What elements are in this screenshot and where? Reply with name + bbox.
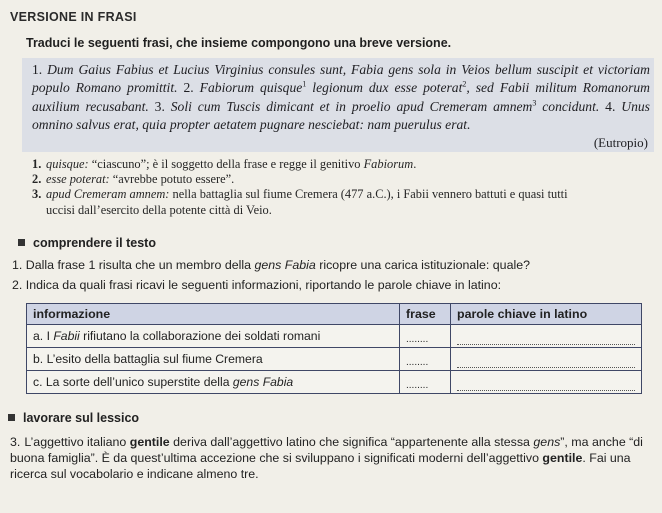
footnote-ref-2: 2 <box>462 79 467 89</box>
frase-answer-field[interactable]: ........ <box>400 325 451 348</box>
comprendere-heading: comprendere il testo <box>18 236 156 250</box>
table-row <box>27 325 642 348</box>
footnote-ref-1: 1 <box>302 79 307 89</box>
section-title: VERSIONE IN FRASI <box>10 10 137 24</box>
frase-answer-field[interactable]: ........ <box>400 348 451 371</box>
sentence-2a: Fabiorum quisque <box>199 80 303 96</box>
sentence-2c: , sed Fabii militum Romanorum auxilium recusabant. <box>32 80 650 114</box>
sentence-3-num: 3. <box>154 98 165 114</box>
footnote-2: 2. esse poterat: “avrebbe potuto essere”. <box>32 172 235 187</box>
info-cell: a. I Fabii rifiutano la collaborazione dei soldati romani <box>27 325 400 348</box>
square-bullet-icon <box>18 239 25 246</box>
question-2: 2. Indica da quali frasi ricavi le seguenti informazioni, riportando le parole chiave in latino: <box>12 278 502 292</box>
footnote-3: 3. apud Cremeram amnem: nella battaglia sul fiume Cremera (477 a.C.), i Fabii vennero battuti e quasi tutti uccisi dall’esercito della potente città di Veio. <box>32 187 568 217</box>
sentence-1: Dum Gaius Fabius et Lucius Virginius consules sunt, Fabia gens sola in Veios bellum suscipit et victoriam populo Romano promittit. <box>32 62 650 96</box>
keywords-answer-field[interactable] <box>451 348 642 371</box>
footnotes <box>32 157 652 218</box>
col-frase: frase <box>400 304 451 325</box>
lessico-heading: lavorare sul lessico <box>8 411 139 425</box>
answer-line <box>457 367 635 368</box>
sentence-3a: Soli cum Tuscis dimicant et in proelio apud Cremeram amnem <box>170 98 533 114</box>
square-bullet-icon <box>8 414 15 421</box>
sentence-2-num: 2. <box>183 80 194 96</box>
frase-answer-field[interactable]: ........ <box>400 371 451 394</box>
latin-text <box>32 61 650 135</box>
info-table <box>26 303 642 394</box>
table-header-row <box>27 304 642 325</box>
source-citation: (Eutropio) <box>593 135 648 150</box>
keywords-answer-field[interactable] <box>451 325 642 348</box>
sentence-1-num: 1. <box>32 62 43 77</box>
info-cell: b. L’esito della battaglia sul fiume Cremera <box>27 348 400 371</box>
answer-line <box>457 390 635 391</box>
sentence-4-num: 4. <box>605 98 616 114</box>
sentence-4: Unus omnino salvus erat, quia propter aetatem pugnare nesciebat: nam puerulus erat. <box>32 98 650 133</box>
info-cell: c. La sorte dell’unico superstite della gens Fabia <box>27 371 400 394</box>
keywords-answer-field[interactable] <box>451 371 642 394</box>
question-3: 3. L’aggettivo italiano gentile deriva dall’aggettivo latino che significa “appartenente alla stessa gens”, ma anche “di buona famiglia”. È da quest’ultima accezione che si sviluppano i significati moderni dell’aggettivo gentile. Fai una ricerca sul vocabolario e indicane almeno tre. <box>10 435 643 481</box>
sentence-3b: concidunt. <box>542 98 600 114</box>
answer-line <box>457 344 635 345</box>
question-1: 1. Dalla frase 1 risulta che un membro della gens Fabia ricopre una carica istituzionale: quale? <box>12 258 530 272</box>
footnote-1: 1. quisque: “ciascuno”; è il soggetto della frase e regge il genitivo Fabiorum. <box>32 157 417 171</box>
col-parole-chiave: parole chiave in latino <box>451 304 642 325</box>
footnote-ref-3: 3 <box>532 98 537 108</box>
table-row <box>27 348 642 371</box>
table-row <box>27 371 642 394</box>
sentence-2b: legionum dux esse poterat <box>312 80 463 96</box>
col-informazione: informazione <box>27 304 400 325</box>
instruction: Traduci le seguenti frasi, che insieme compongono una breve versione. <box>26 36 452 50</box>
